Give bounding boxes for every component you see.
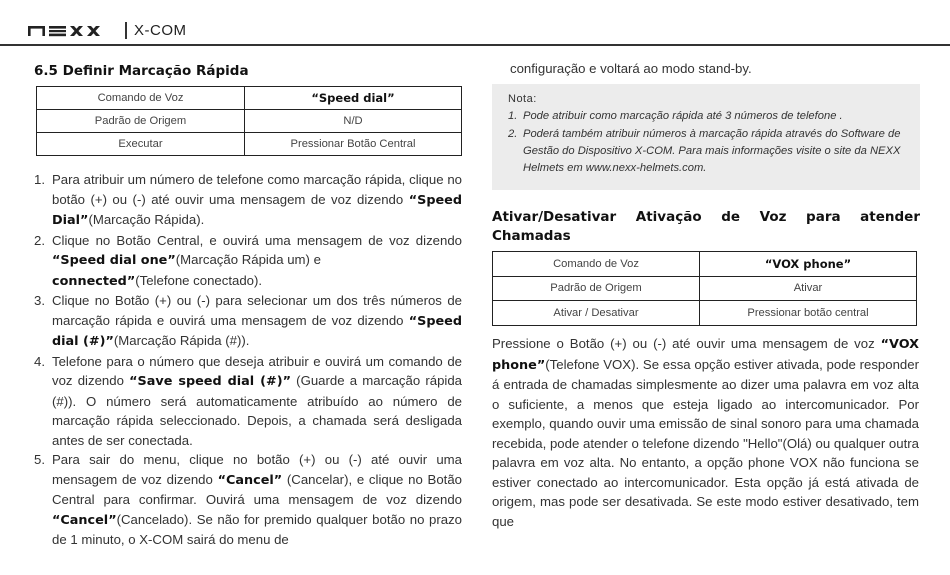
step-number: 4. bbox=[34, 353, 45, 369]
note-number: 1. bbox=[508, 110, 518, 123]
continued-text: configuração e voltará ao modo stand-by. bbox=[510, 61, 752, 76]
list-item bbox=[34, 231, 462, 292]
voice-command: “Cancel” bbox=[52, 512, 117, 528]
speed-dial-steps bbox=[34, 170, 462, 550]
list-item bbox=[34, 450, 462, 550]
voice-command: “Speed Dial” bbox=[52, 192, 462, 228]
vox-phone-paragraph bbox=[492, 334, 919, 531]
step-number: 1. bbox=[34, 172, 45, 187]
table-key: Comando de Voz bbox=[493, 252, 700, 277]
voice-command: connected” bbox=[52, 273, 136, 289]
note-box bbox=[492, 84, 920, 190]
step-text: (Marcação Rápida (#)). bbox=[113, 333, 250, 348]
table-key: Ativar / Desativar bbox=[493, 301, 700, 326]
table-value: Pressionar botão central bbox=[700, 301, 917, 326]
voice-command: “VOX phone” bbox=[492, 337, 919, 373]
note-list bbox=[508, 108, 906, 177]
step-text: Para atribuir um número de telefone como marcação rápida, clique no botão (+) ou (-) até ouvir uma mensagem de voz dizendo bbox=[52, 172, 462, 207]
step-number: 2. bbox=[34, 232, 45, 248]
table-value: Ativar bbox=[700, 276, 917, 301]
header-separator bbox=[125, 22, 127, 39]
vox-phone-command-table bbox=[492, 251, 917, 326]
list-item bbox=[34, 352, 462, 451]
section-title-vox-phone-line2: Chamadas bbox=[492, 228, 571, 244]
step-text: Clique no Botão Central, e ouvirá uma mensagem de voz dizendo bbox=[52, 232, 462, 248]
table-row bbox=[493, 301, 917, 326]
table-value: N/D bbox=[245, 110, 462, 133]
paragraph-text: (Telefone VOX). Se essa opção estiver ativada, pode responder á entrada de chamadas simplesmente ao dizer uma palavra em voz alta o suficiente, a menos que esteja ligado ao intercomunicador. Por exemplo, quando ouvir uma emissão de sinal sonoro para uma chamada recebida, pode atender o telefone dizendo "Hello"(Olá) ou qualquer outra palavra em voz alta. No entanto, a opção phone VOX não funciona se estiver conectado ao intercomunicador. Esta opção já está ativada de origem, mas pode ser desativada. Se este modo estiver desativado, tem que bbox=[492, 356, 919, 529]
table-row bbox=[37, 110, 462, 133]
section-title-speed-dial: 6.5 Definir Marcação Rápida bbox=[34, 63, 249, 79]
list-item bbox=[508, 126, 906, 178]
step-number: 5. bbox=[34, 452, 45, 467]
table-row bbox=[493, 252, 917, 277]
step-text: (Guarde a marcação rápida (#)). O número será automaticamente atribuído ao número de marcação rápida seleccionado. Depois, a chamada será desligada antes de ser conectada. bbox=[52, 373, 463, 448]
table-key: Executar bbox=[37, 133, 245, 156]
step-text: (Cancelar), e clique no Botão Central para confirmar. Ouvirá uma mensagem de voz dizendo bbox=[52, 471, 462, 507]
speed-dial-command-table bbox=[36, 86, 462, 156]
step-text: (Marcação Rápida). bbox=[88, 212, 205, 227]
step-text: (Cancelado). Se não for premido qualquer botão no prazo de 1 minuto, o X-COM sairá do menu de bbox=[52, 511, 462, 547]
step-number: 3. bbox=[34, 293, 45, 308]
list-item bbox=[34, 170, 462, 231]
table-row bbox=[493, 276, 917, 301]
model-name: X-COM bbox=[134, 22, 187, 39]
table-key: Comando de Voz bbox=[37, 87, 245, 110]
step-text: (Marcação Rápida um) e bbox=[175, 252, 321, 267]
note-text: Poderá também atribuir números à marcação rápida através do Software de Gestão do Dispositivo X-COM. Para mais informações visite o site da NEXX Helmets em www.nexx-helmets.com. bbox=[523, 127, 901, 175]
table-key: Padrão de Origem bbox=[37, 110, 245, 133]
table-value: “VOX phone” bbox=[700, 252, 917, 277]
nexx-logo bbox=[28, 23, 120, 39]
section-title-vox-phone: Ativar/Desativar Ativação de Voz para atender bbox=[492, 209, 920, 225]
voice-command: “Speed dial one” bbox=[52, 253, 176, 268]
step-text: (Telefone conectado). bbox=[135, 272, 263, 288]
voice-command: “Cancel” bbox=[217, 472, 283, 488]
note-title: Nota: bbox=[508, 93, 537, 105]
table-row bbox=[37, 87, 462, 110]
voice-command: “Save speed dial (#)” bbox=[129, 374, 291, 389]
table-value: “Speed dial” bbox=[245, 87, 462, 110]
header-rule bbox=[0, 44, 950, 46]
paragraph-text: Pressione o Botão (+) ou (-) até ouvir uma mensagem de voz bbox=[492, 336, 881, 351]
note-text: Pode atribuir como marcação rápida até 3 números de telefone . bbox=[523, 110, 843, 123]
voice-command: “Speed dial (#)” bbox=[52, 313, 462, 349]
note-number: 2. bbox=[508, 127, 518, 140]
step-text: Clique no Botão (+) ou (-) para selecionar um dos três números de marcação rápida e ouvirá uma mensagem de voz dizendo bbox=[52, 293, 462, 328]
table-value: Pressionar Botão Central bbox=[245, 133, 462, 156]
step-text: Para sair do menu, clique no botão (+) ou (-) até ouvir uma mensagem de voz dizendo bbox=[52, 452, 462, 487]
list-item bbox=[34, 291, 462, 352]
step-text: Telefone para o número que deseja atribuir e ouvirá um comando de voz dizendo bbox=[52, 353, 462, 388]
table-key: Padrão de Origem bbox=[493, 276, 700, 301]
table-row bbox=[37, 133, 462, 156]
list-item bbox=[508, 108, 906, 125]
page-header bbox=[0, 0, 950, 48]
